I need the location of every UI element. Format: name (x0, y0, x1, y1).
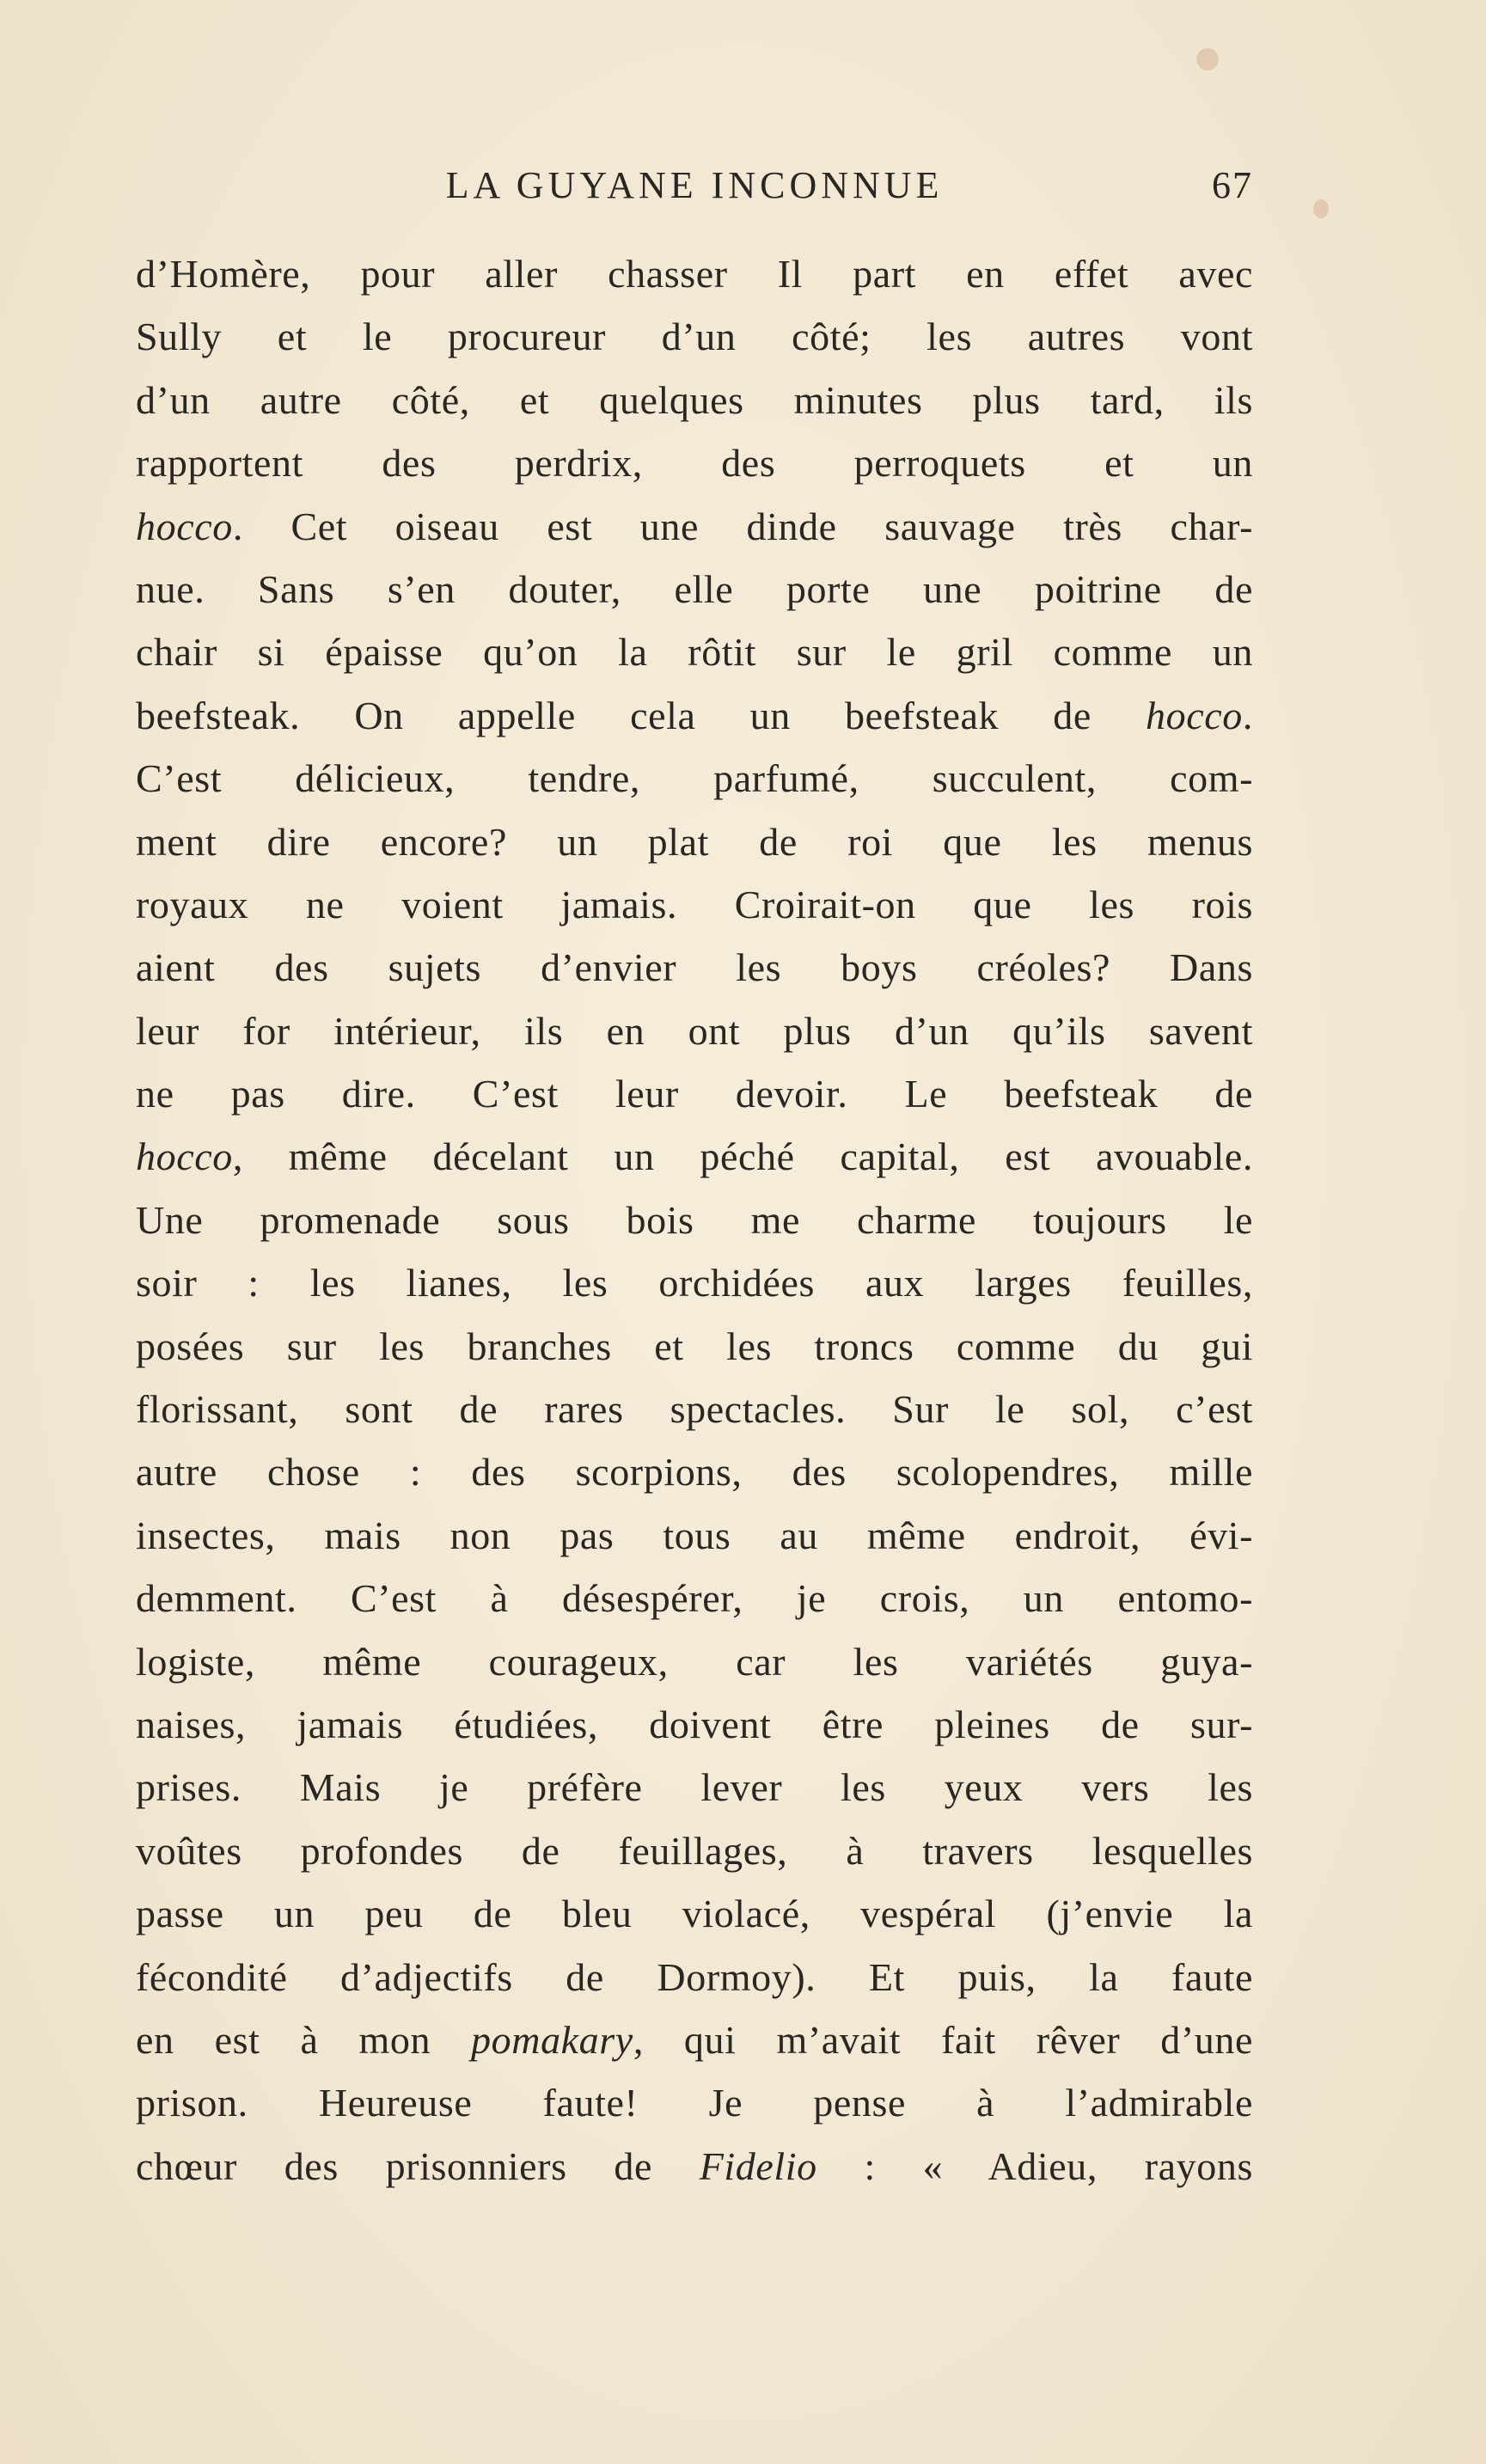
text-line: Une promenade sous bois me charme toujours le (136, 1197, 1253, 1242)
italic-word: Fidelio (699, 2143, 817, 2188)
text-line: logiste, même courageux, car les variétés guya- (136, 1639, 1253, 1684)
text-line: prison. Heureuse faute! Je pense à l’admirable (136, 2081, 1253, 2125)
text-line (136, 1125, 1253, 1188)
text-segment: . Cet oiseau est une dinde sauvage très char- (232, 504, 1253, 548)
text-line: nue. Sans s’en douter, elle porte une poitrine de (136, 566, 1253, 611)
text-segment: : « Adieu, rayons (816, 2143, 1253, 2188)
italic-word: hocco (136, 1134, 233, 1179)
text-line: royaux ne voient jamais. Croirait-on que les rois (136, 882, 1253, 926)
text-line: voûtes profondes de feuillages, à travers lesquelles (136, 1828, 1253, 1873)
text-line: rapportent des perdrix, des perroquets et un (136, 441, 1253, 486)
paper-stain (1196, 48, 1219, 70)
text-line: passe un peu de bleu violacé, vespéral (j’envie la (136, 1892, 1253, 1936)
text-line: leur for intérieur, ils en ont plus d’un qu’ils savent (136, 1008, 1253, 1053)
italic-word: hocco (136, 504, 233, 548)
text-line: florissant, sont de rares spectacles. Sur le sol, c’est (136, 1387, 1253, 1432)
text-line: chair si épaisse qu’on la rôtit sur le gril comme un (136, 630, 1253, 675)
text-line (136, 2135, 1253, 2198)
text-segment: , même décelant un péché capital, est avouable. (232, 1134, 1253, 1179)
text-line (136, 684, 1253, 747)
text-line: C’est délicieux, tendre, parfumé, succulent, com- (136, 756, 1253, 801)
italic-word: hocco (1146, 693, 1243, 737)
text-line: ment dire encore? un plat de roi que les menus (136, 819, 1253, 864)
text-line: d’un autre côté, et quelques minutes plus tard, ils (136, 377, 1253, 422)
text-line: insectes, mais non pas tous au même endroit, évi- (136, 1513, 1253, 1557)
running-title: LA GUYANE INCONNUE (445, 164, 944, 206)
text-line: fécondité d’adjectifs de Dormoy). Et puis, la faute (136, 1954, 1253, 1999)
text-line: soir : les lianes, les orchidées aux larges feuilles, (136, 1261, 1253, 1305)
italic-word: pomakary (471, 2017, 633, 2062)
text-segment: chœur des prisonniers de (136, 2143, 700, 2188)
page-header (136, 163, 1253, 206)
text-line: prises. Mais je préfère lever les yeux vers les (136, 1765, 1253, 1810)
paper-stain (1313, 199, 1329, 218)
text-line: naises, jamais étudiées, doivent être pleines de sur- (136, 1702, 1253, 1746)
text-line: posées sur les branches et les troncs comme du gui (136, 1324, 1253, 1368)
body-text (136, 242, 1253, 2198)
text-line: demment. C’est à désespérer, je crois, un entomo- (136, 1576, 1253, 1621)
page-number: 67 (1212, 164, 1253, 206)
text-line: ne pas dire. C’est leur devoir. Le beefsteak de (136, 1072, 1253, 1116)
text-line (136, 495, 1253, 558)
text-line: Sully et le procureur d’un côté; les autres vont (136, 315, 1253, 359)
text-line: autre chose : des scorpions, des scolopendres, mille (136, 1450, 1253, 1495)
text-line: d’Homère, pour aller chasser Il part en effet avec (136, 252, 1253, 296)
text-line: aient des sujets d’envier les boys créoles? Dans (136, 945, 1253, 990)
text-segment: beefsteak. On appelle cela un beefsteak de (136, 693, 1147, 737)
text-segment: , qui m’avait fait rêver d’une (633, 2017, 1253, 2062)
text-line (136, 2008, 1253, 2071)
text-segment: en est à mon (136, 2017, 472, 2062)
text-segment: . (1242, 693, 1253, 737)
